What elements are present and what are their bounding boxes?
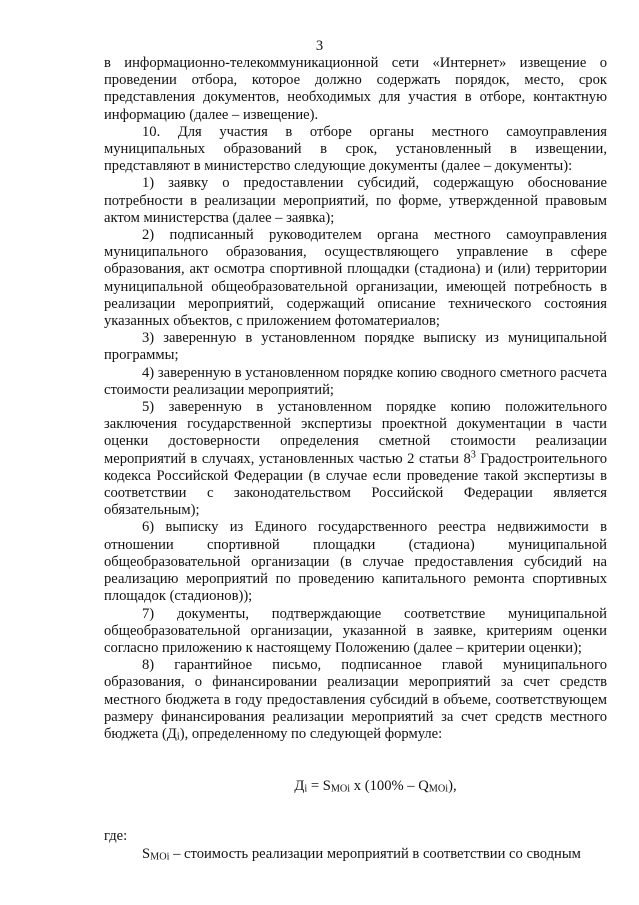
definition-text: – стоимость реализации мероприятий в соответствии со сводным [169, 845, 581, 862]
formula-d: Д [294, 778, 305, 795]
formula-q-sub: MOi [428, 783, 449, 795]
list-item-8-subscript: i [176, 731, 180, 743]
list-item-4: 4) заверенную в установленном порядке копию сводного сметного расчета стоимости реализации мероприятий; [104, 364, 607, 398]
list-item-7: 7) документы, подтверждающие соответствие муниципальной общеобразовательной организации, указанной в заявке, критериям оценки согласно приложению к настоящему Положению (далее – критерии оценки); [104, 605, 607, 656]
article-superscript: 3 [470, 449, 476, 461]
formula-d-sub: i [304, 783, 308, 795]
page-number: 3 [315, 38, 324, 54]
list-item-2: 2) подписанный руководителем органа местного самоуправления муниципального образования, осуществляющего управление в сфере образования, акт осмотра спортивной площадки (стадиона) и (или) территории муниципальной общеобразовательной организации, имеющей потребность в реализации мероприятий, содержащий описание технического состояния указанных объектов, с приложением фотоматериалов; [104, 227, 607, 330]
definition-s-moi [104, 846, 607, 863]
where-label: где: [104, 828, 128, 845]
paragraph-intro-continuation: в информационно-телекоммуникационной сети «Интернет» извещение о проведении отбора, которое должно содержать порядок, место, срок представления документов, необходимых для участия в отборе, контактную информацию (далее – извещение). [104, 55, 607, 123]
document-body [104, 55, 607, 863]
paragraph-item-10: 10. Для участия в отборе органы местного самоуправления муниципальных образований в срок, установленный в извещении, представляют в министерство следующие документы (далее – документы): [104, 123, 607, 175]
definition-s: S [142, 845, 151, 862]
formula-mid: x (100% – Q [350, 778, 429, 795]
formula [104, 778, 607, 795]
list-item-1: 1) заявку о предоставлении субсидий, содержащую обоснование потребности в реализации мероприятий, по форме, утвержденной правовым актом министерства (далее – заявка); [104, 175, 607, 226]
list-item-8-text-b: ), определенному по следующей формуле: [179, 725, 443, 742]
list-item-6: 6) выписку из Единого государственного реестра недвижимости в отношении спортивной площадки (стадиона) муниципальной общеобразовательной организации (в случае предоставления субсидий на реализацию мероприятий по проведению капитального ремонта спортивных площадок (стадионов)); [104, 519, 607, 605]
list-item-3: 3) заверенную в установленном порядке выписку из муниципальной программы; [104, 330, 607, 364]
list-item-8-text-a: 8) гарантийное письмо, подписанное главой муниципального образования, о финансировании реализации мероприятий за счет средств местного бюджета в году предоставления субсидий в объеме, соответствующем размеру финансирования реализации мероприятий за счет средств местного бюджета (Д [104, 657, 607, 742]
formula-end: ), [448, 778, 457, 795]
list-item-5 [104, 399, 607, 519]
definition-s-sub: MOi [150, 851, 170, 863]
list-item-8 [104, 657, 607, 743]
formula-eq: = S [307, 778, 331, 795]
formula-s-sub: MOi [330, 783, 351, 795]
list-item-5-text-a: 5) заверенную в установленном порядке копию положительного заключения государственной экспертизы проектной документации в части оценки достоверности определения сметной стоимости реализации мероприятий в случаях, установленных частью 2 статьи 8 [104, 399, 607, 467]
list-item-5-text-b: Градостроительного кодекса Российской Федерации (в случае если проведение такой экспертизы в соответствии с законодательством Российской Федерации является обязательным); [104, 450, 607, 519]
